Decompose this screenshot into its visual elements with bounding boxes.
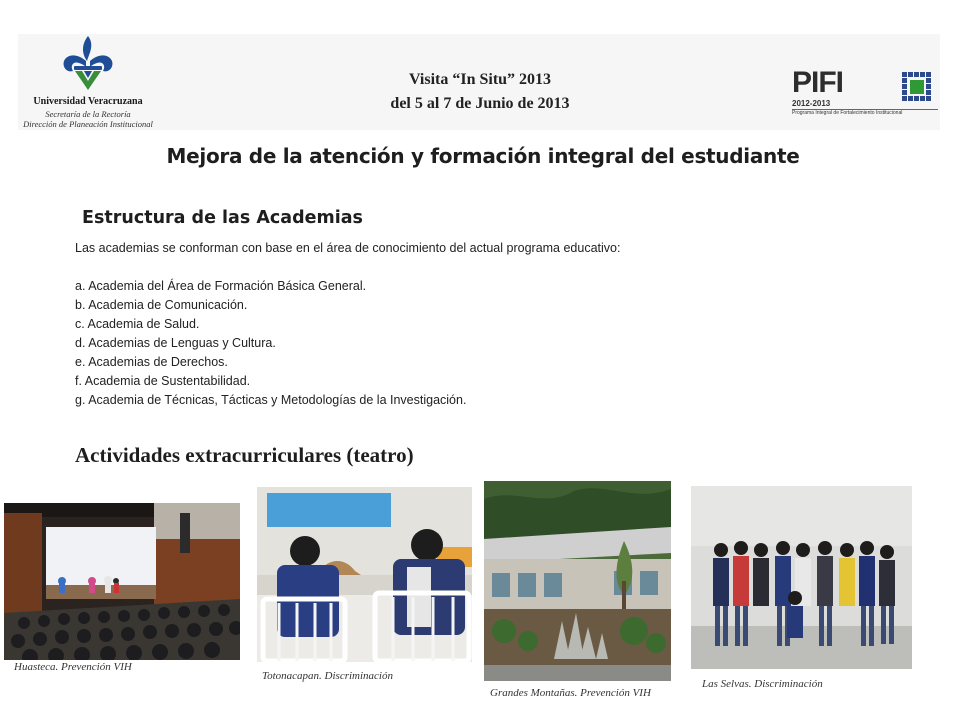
activities-title: Actividades extracurriculares (teatro) (75, 443, 414, 467)
pifi-years: 2012-2013 (792, 99, 831, 108)
academy-item: e. Academias de Derechos. (75, 355, 228, 369)
academy-item: f. Academia de Sustentabilidad. (75, 374, 251, 388)
photo-las-selvas (691, 486, 912, 669)
academy-list (75, 277, 466, 410)
photo-caption: Totonacapan. Discriminación (262, 670, 393, 682)
pifi-acronym: PIFI (792, 66, 844, 99)
section-title: Estructura de las Academias (82, 208, 363, 228)
academy-item: a. Academia del Área de Formación Básica General. (75, 279, 367, 293)
fleur-de-lis-icon (56, 34, 120, 96)
visit-dates: del 5 al 7 de Junio de 2013 (390, 95, 570, 112)
pifi-program: Programa Integral de Fortalecimiento Institucional (792, 110, 903, 116)
photo-caption: Las Selvas. Discriminación (702, 678, 823, 690)
visit-title: Visita “In Situ” 2013 (408, 71, 552, 88)
academy-item: c. Academia de Salud. (75, 317, 200, 331)
section-intro: Las academias se conforman con base en el área de conocimiento del actual programa educativo: (75, 241, 621, 255)
photo-grandes-montanas (484, 481, 671, 681)
university-subtitle-1: Secretaría de la Rectoría (45, 109, 131, 119)
academy-item: d. Academias de Lenguas y Cultura. (75, 336, 276, 350)
university-subtitle-2: Dirección de Planeación Institucional (23, 119, 153, 129)
academy-item: g. Academia de Técnicas, Tácticas y Metodologías de la Investigación. (75, 393, 467, 407)
photo-huasteca (4, 503, 240, 660)
pifi-grid-icon (902, 72, 932, 102)
main-title: Mejora de la atención y formación integral del estudiante (166, 144, 800, 168)
academy-item: b. Academia de Comunicación. (75, 298, 248, 312)
photo-caption: Huasteca. Prevención VIH (14, 661, 132, 673)
photo-caption: Grandes Montañas. Prevención VIH (490, 687, 651, 699)
photo-totonacapan (257, 487, 472, 662)
university-name: Universidad Veracruzana (33, 96, 143, 107)
university-logo (18, 34, 158, 130)
